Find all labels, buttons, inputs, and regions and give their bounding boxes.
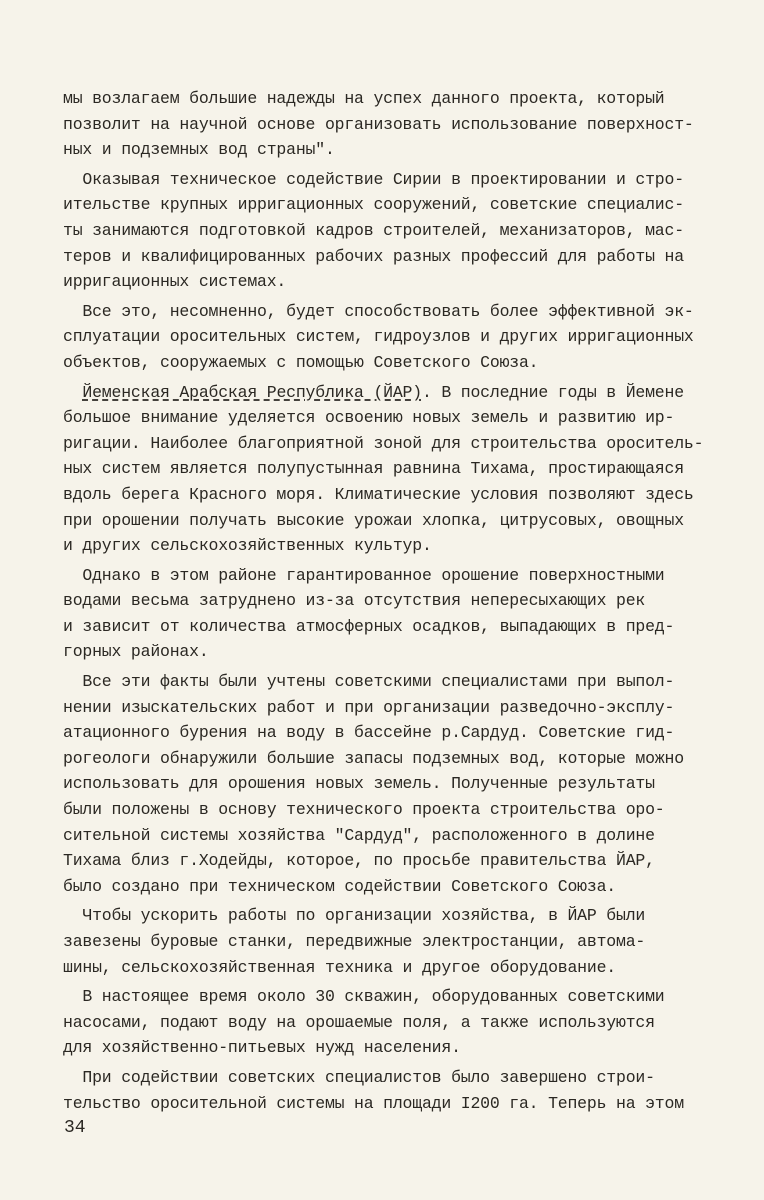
text-line: для хозяйственно-питьевых нужд населения. (63, 1038, 461, 1058)
text-line: Чтобы ускорить работы по организации хозяйства, в ЙАР были (63, 906, 646, 926)
text-line: было создано при техническом содействии Советского Союза. (63, 876, 616, 896)
text-line: ительстве крупных ирригационных сооружений, советские специалис- (63, 195, 684, 215)
text-line: При содействии советских специалистов было завершено строи- (63, 1067, 655, 1087)
text-line: большое внимание уделяется освоению новых земель и развитию ир- (63, 408, 675, 428)
text-line: Тихама близ г.Ходейды, которое, по просьбе правительства ЙАР, (63, 851, 655, 871)
text-line: и других сельскохозяйственных культур. (63, 536, 432, 556)
text-line: ных систем является полупустынная равнина Тихама, простирающаяся (63, 459, 684, 479)
text-line: ных и подземных вод страны". (63, 140, 335, 160)
text-line-remainder: . В последние годы в Йемене (421, 382, 684, 402)
body-text (63, 86, 753, 1116)
text-line: горных районах. (63, 642, 209, 662)
text-line: сплуатации оросительных систем, гидроузлов и других ирригационных (63, 327, 694, 347)
text-line: ригации. Наиболее благоприятной зоной для строительства ороситель- (63, 433, 704, 453)
text-line-with-heading (63, 380, 753, 406)
text-line: Однако в этом районе гарантированное орошение поверхностными (63, 565, 665, 585)
text-line: Все это, несомненно, будет способствовать более эффективной эк- (63, 301, 694, 321)
text-line: водами весьма затруднено из-за отсутствия непересыхающих рек (63, 591, 646, 611)
text-line: шины, сельскохозяйственная техника и другое оборудование. (63, 957, 616, 977)
text-line: при орошении получать высокие урожаи хлопка, цитрусовых, овощных (63, 510, 684, 530)
text-line: насосами, подают воду на орошаемые поля, а также используются (63, 1012, 655, 1032)
page-number: 34 (64, 1118, 86, 1138)
text-line: завезены буровые станки, передвижные электростанции, автома- (63, 932, 646, 951)
text-line: ирригационных системах. (63, 272, 287, 292)
country-heading: Йеменская Арабская Республика (ЙАР) (82, 382, 422, 402)
text-line: рогеологи обнаружили большие запасы подземных вод, которые можно (63, 748, 684, 768)
text-line: объектов, сооружаемых с помощью Советского Союза. (63, 352, 539, 372)
text-line: мы возлагаем большие надежды на успех данного проекта, который (63, 89, 665, 108)
text-line: нении изыскательских работ и при организации разведочно-эксплу- (63, 697, 675, 717)
text-line: и зависит от количества атмосферных осадков, выпадающих в пред- (63, 616, 675, 636)
text-line: В настоящее время около 30 скважин, оборудованных советскими (63, 987, 665, 1007)
text-line: использовать для орошения новых земель. Полученные результаты (63, 774, 655, 794)
text-line: ты занимаются подготовкой кадров строителей, механизаторов, мас- (63, 220, 684, 240)
text-line: позволит на научной основе организовать использование поверхност- (63, 114, 694, 134)
text-line: тельство оросительной системы на площади I200 га. Теперь на этом (63, 1093, 684, 1113)
text-line: вдоль берега Красного моря. Климатические условия позволяют здесь (63, 484, 694, 504)
text-line: сительной системы хозяйства "Сардуд", расположенного в долине (63, 825, 655, 845)
text-line: Оказывая техническое содействие Сирии в проектировании и стро- (63, 169, 684, 189)
text-line: были положены в основу технического проекта строительства оро- (63, 800, 665, 820)
text-line: Все эти факты были учтены советскими специалистами при выпол- (63, 672, 675, 692)
text-line: теров и квалифицированных рабочих разных профессий для работы на (63, 246, 684, 266)
text-line: атационного бурения на воду в бассейне р.Сардуд. Советские гид- (63, 723, 675, 743)
